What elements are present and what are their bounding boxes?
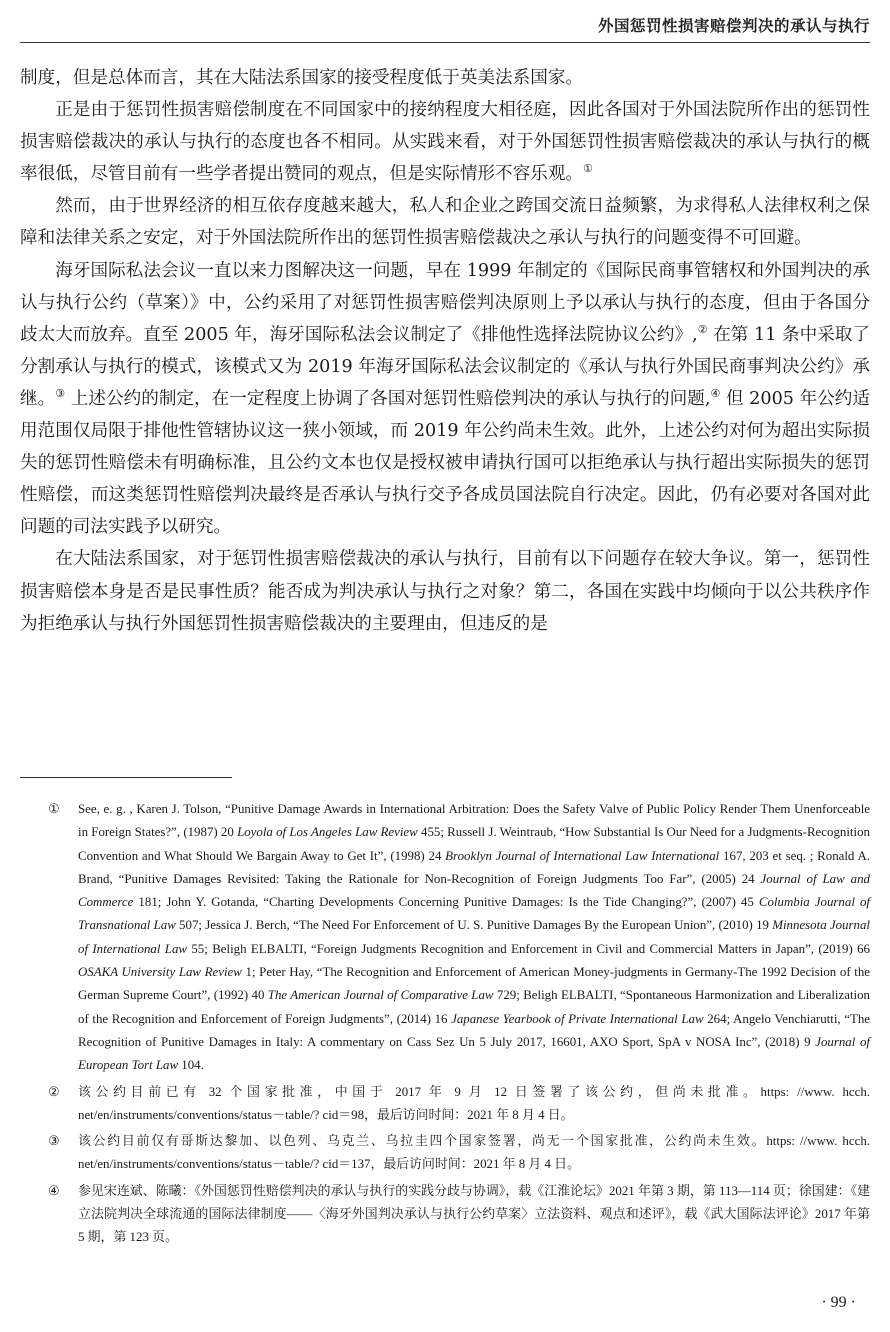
footnote-1-text: 507; Jessica J. Berch, “The Need For Enforcement of U. S. Punitive Damages By the European Union”, (2010) 19 [175, 918, 773, 933]
footnote-ref-1[interactable]: ① [583, 162, 593, 176]
paragraph-1: 制度，但是总体而言，其在大陆法系国家的接受程度低于英美法系国家。 [20, 68, 584, 88]
footnote-1-text: 1; Peter Hay, “The Recognition and Enforcement of American Money-judgments in Germany-The 1992 Decision of the German Supreme Court”, (1992) 40 [78, 965, 870, 1003]
footnote-1-text: 104. [178, 1058, 204, 1073]
header-rule [20, 42, 870, 43]
footnote-4-text: 参见宋连斌、陈曦：《外国惩罚性赔偿判决的承认与执行的实践分歧与协调》，载《江淮论坛》2021 年第 3 期，第 113—114 页；徐国建：《建立法院判决全球流通的国际法律制度——〈海牙外国判决承认与执行公约草案〉立法资料、观点和述评》，载《武大国际法评论》2017 年第 5 期，第 123 页。 [78, 1183, 870, 1245]
journal-title: Brooklyn Journal of International Law International [445, 848, 720, 863]
footnote-mark-3: ③ [48, 1134, 60, 1149]
footnote-1-text: 729; Beligh ELBALTI, “Spontaneous Harmonization and Liberalization of the Recognition and Enforcement of Foreign Judgments”, (2014) 16 [78, 988, 871, 1026]
footnote-rule [20, 777, 232, 778]
running-header [20, 14, 870, 44]
main-text [20, 62, 870, 640]
footnote-ref-4[interactable]: ④ [710, 387, 721, 401]
paragraph-4-text-a: 海牙国际私法会议一直以来力图解决这一问题，早在 1999 年制定的《国际民商事管辖权和外国判决的承认与执行公约（草案）》中，公约采用了对惩罚性损害赔偿判决原则上予以承认与执行的态度，但由于各国分歧太大而放弃。直至 2005 年，海牙国际私法会议制定了《排他性选择法院协议公约》, [20, 260, 870, 345]
paragraph-4-text-d: 但 2005 年公约适用范围仅局限于排他性管辖协议这一狭小领域，而 2019 年公约尚未生效。此外，上述公约对何为超出实际损失的惩罚性赔偿未有明确标准，且公约文本也仅是授权被申请执行国可以拒绝承认与执行超出实际损失的惩罚性赔偿，而这类惩罚性赔偿判决最终是否承认与执行交予各成员国法院自行决定。因此，仍有必要对各国对此问题的司法实践予以研究。 [20, 388, 870, 538]
footnote-ref-2[interactable]: ② [697, 322, 708, 336]
page-number: · 99 · [821, 1294, 856, 1311]
paragraph-5: 在大陆法系国家，对于惩罚性损害赔偿裁决的承认与执行，目前有以下问题存在较大争议。第一，惩罚性损害赔偿本身是否是民事性质？能否成为判决承认与执行之对象？第二，各国在实践中均倾向于以公共秩序作为拒绝承认与执行外国惩罚性损害赔偿裁决的主要理由，但违反的是 [20, 549, 870, 634]
paragraph-2 [20, 94, 870, 190]
journal-title: Loyola of Los Angeles Law Review [237, 825, 418, 840]
footnote-1-text: 455; Russell J. Weintraub, “How Substantial Is Our Need for a Judgments-Recognition Convention and What Should We Bargain Away to Get It”, (1998) 24 [78, 825, 870, 863]
footnotes [20, 798, 870, 1253]
footnote-3 [20, 1130, 870, 1177]
journal-title: Columbia Journal of Transnational Law [78, 895, 870, 933]
footnote-1-text: 167, 203 et seq. ; Ronald A. Brand, “Punitive Damages Revisited: Taking the Rationale for Non-Recognition of Foreign Judgments Too Far”, (2005) 24 [78, 848, 870, 886]
journal-title: Journal of Law and Commerce [78, 871, 870, 910]
footnote-mark-1: ① [48, 802, 60, 816]
journal-title: Minnesota Journal of International Law [78, 918, 870, 956]
paragraph-4-text-c: 上述公约的制定，在一定程度上协调了各国对惩罚性赔偿判决的承认与执行的问题, [70, 388, 711, 409]
footnote-3-text: 该公约目前仅有哥斯达黎加、以色列、乌克兰、乌拉圭四个国家签署，尚无一个国家批准，公约尚未生效。https: //www. hcch. net/en/instruments/conventions/status－table/? cid＝137，最后访问时间：2021 年 8 月 4 日。 [78, 1134, 870, 1172]
footnote-mark-2: ② [48, 1084, 60, 1099]
paragraph-4-text-b: 在第 11 条中采取了分割承认与执行的模式，该模式又为 2019 年海牙国际私法会议制定的《承认与执行外国民商事判决公约》承继。 [20, 324, 870, 409]
footnote-ref-3[interactable]: ③ [55, 387, 66, 401]
journal-title: Japanese Yearbook of Private International Law [451, 1011, 704, 1026]
footnote-4 [20, 1180, 870, 1250]
journal-title: Journal of European Tort Law [78, 1034, 870, 1073]
running-title: 外国惩罚性损害赔偿判决的承认与执行 [597, 17, 870, 35]
footnote-1-text: 55; Beligh ELBALTI, “Foreign Judgments Recognition and Enforcement in Civil and Commercial Matters in Japan”, (2019) 66 [187, 941, 870, 956]
footnote-2-text: 该公约目前已有 32 个国家批准，中国于 2017 年 9 月 12 日签署了该公约，但尚未批准。https: //www. hcch. net/en/instruments/conventions/status－table/? cid＝98，最后访问时间：2021 年 8 月 4 日。 [78, 1084, 870, 1122]
footnote-1-text: 181; John Y. Gotanda, “Charting Developments Concerning Punitive Damages: Is the Tide Changing?”, (2007) 45 [133, 895, 759, 910]
paragraph-3: 然而，由于世界经济的相互依存度越来越大，私人和企业之跨国交流日益频繁，为求得私人法律权利之保障和法律关系之安定，对于外国法院所作出的惩罚性损害赔偿裁决之承认与执行的问题变得不可回避。 [20, 196, 870, 249]
footnote-1-text: See, e. g. , Karen J. Tolson, “Punitive Damage Awards in International Arbitration: Does the Safety Valve of Public Policy Render Them Unenforceable in Foreign States?”, (1987) 20 [78, 802, 870, 840]
paragraph-4 [20, 255, 870, 544]
footnote-mark-4: ④ [48, 1183, 60, 1198]
footnote-1-text: 264; Angelo Venchiarutti, “The Recognition of Punitive Damages in Italy: A commentary on Cass Sez Un 5 July 2017, 16601, AXO Sport, SpA v NOSA Inc”, (2018) 9 [78, 1011, 871, 1049]
footnote-2 [20, 1081, 870, 1128]
footnote-1 [20, 798, 870, 1078]
journal-title: The American Journal of Comparative Law [267, 988, 494, 1003]
paragraph-2-text: 正是由于惩罚性损害赔偿制度在不同国家中的接纳程度大相径庭，因此各国对于外国法院所作出的惩罚性损害赔偿裁决的承认与执行的态度也各不相同。从实践来看，对于外国惩罚性损害赔偿裁决的承认与执行的概率很低，尽管目前有一些学者提出赞同的观点，但是实际情形不容乐观。 [20, 100, 870, 185]
journal-title: OSAKA University Law Review [78, 965, 242, 980]
